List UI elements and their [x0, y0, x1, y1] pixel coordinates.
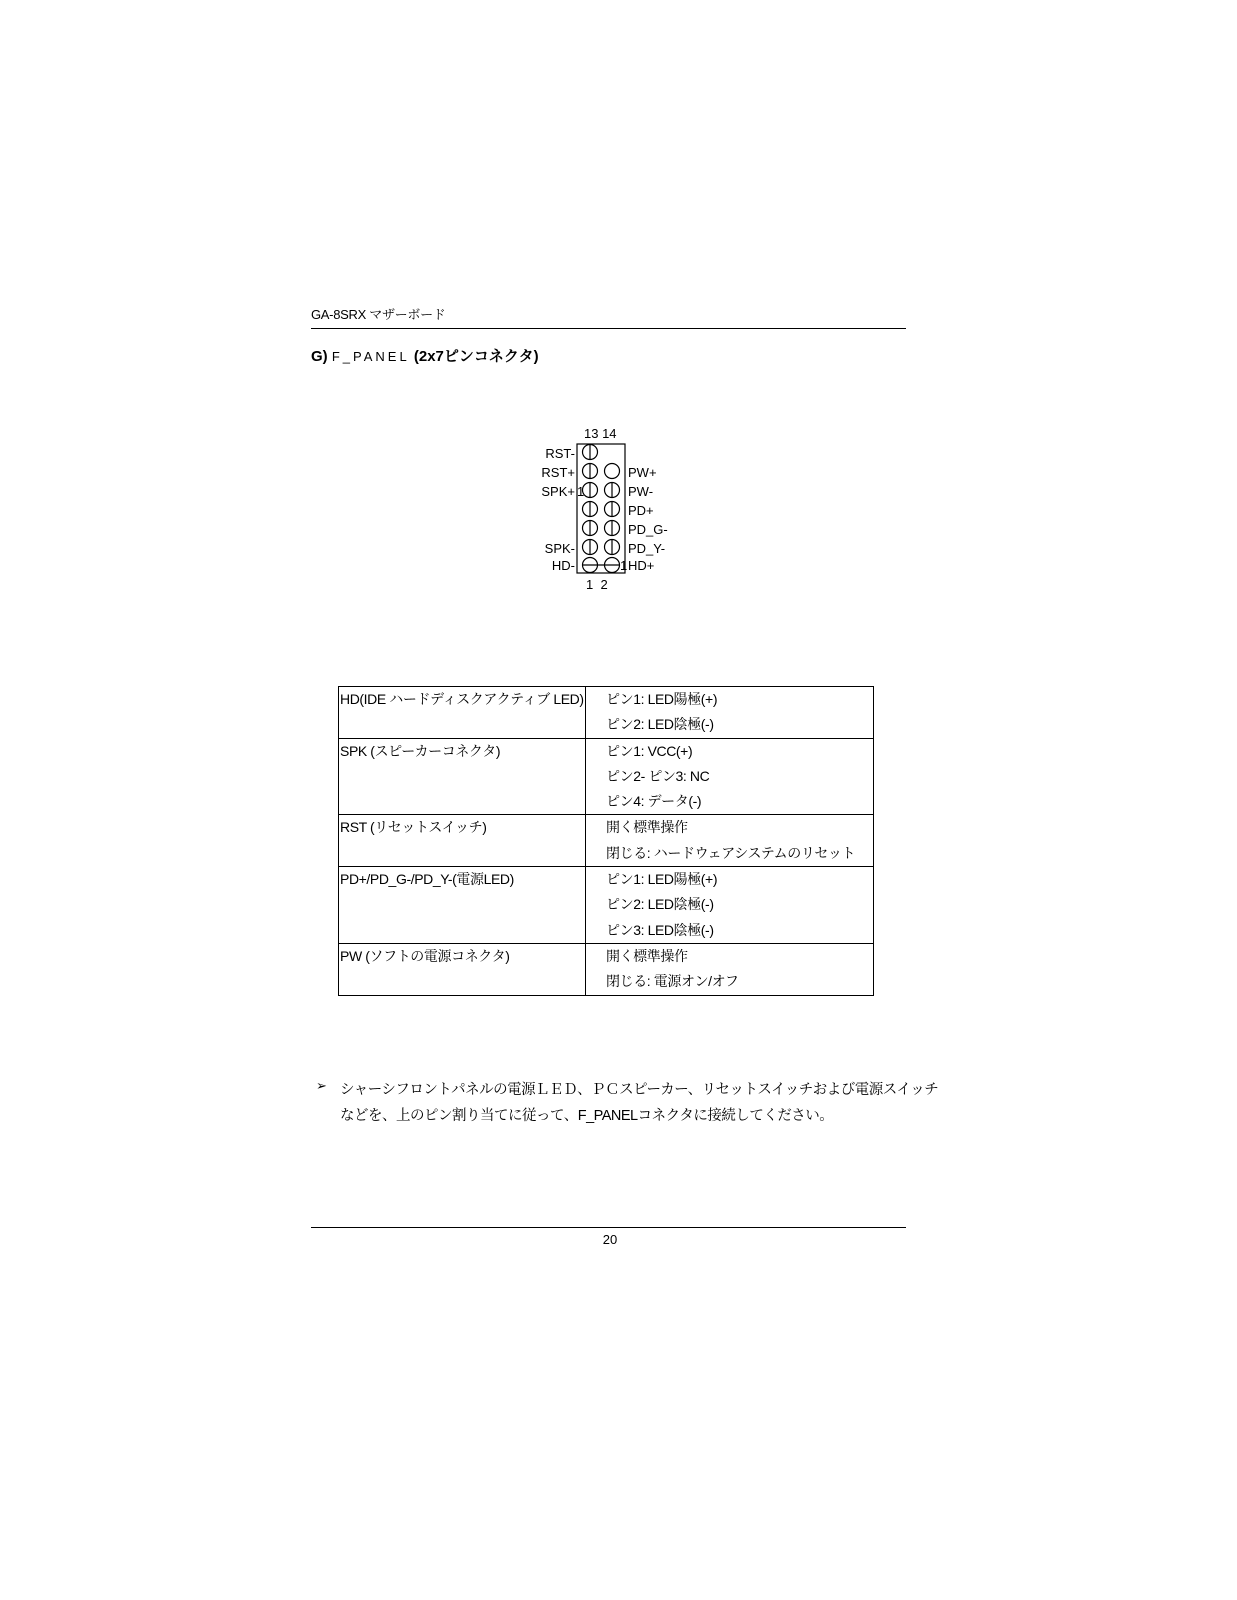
row-name-cell — [339, 815, 586, 867]
table-row — [339, 738, 874, 815]
pin-12 — [605, 464, 620, 479]
row-desc-line: 閉じる: ハードウェアシステムのリセット — [606, 844, 856, 861]
note-line-1: シャーシフロントパネルの電源ＬＥＤ、ＰＣスピーカー、リセットスイッチおよび電源スイッチ — [340, 1082, 939, 1098]
row-desc-cell — [586, 943, 874, 995]
row-desc-line: ピン1: LED陽極(+) — [606, 871, 718, 888]
note-line-2: などを、上のピン割り当てに従って、F_PANELコネクタに接続してください。 — [340, 1108, 834, 1124]
row-name: SPK (スピーカーコネクタ) — [340, 742, 501, 759]
row-desc-cell — [586, 867, 874, 944]
connector-outline — [577, 444, 628, 573]
header-title: GA-8SRX マザーボード — [311, 307, 446, 322]
table-row — [339, 867, 874, 944]
page-number: 20 — [602, 1232, 618, 1247]
pin1-marker-left: 1 — [577, 484, 585, 499]
row-desc-cell — [586, 738, 874, 815]
row-name: RST (リセットスイッチ) — [340, 819, 487, 836]
label-rst-plus: RST+ — [541, 465, 575, 480]
row-name: HD(IDE ハードディスクアクティブ LED) — [340, 691, 584, 707]
section-prefix: G) — [311, 348, 332, 365]
page-header — [311, 303, 906, 329]
top-pin-numbers: 13 14 — [584, 426, 617, 441]
label-pd-plus: PD+ — [628, 503, 654, 518]
row-name-cell — [339, 687, 586, 739]
row-name: PW (ソフトの電源コネクタ) — [340, 947, 510, 964]
row-desc-line: ピン2: LED陰極(-) — [606, 896, 714, 913]
label-hd-plus: HD+ — [628, 558, 655, 573]
note-bullet-icon: ➢ — [316, 1078, 327, 1093]
label-spk-plus: SPK+ — [541, 484, 575, 499]
table-row — [339, 815, 874, 867]
row-desc-line: ピン1: LED陽極(+) — [606, 691, 718, 707]
row-desc-cell — [586, 815, 874, 867]
section-suffix: (2x7ピンコネクタ) — [409, 348, 539, 365]
bottom-pin-numbers: 1 2 — [586, 577, 608, 592]
row-desc-line: ピン4: データ(-) — [606, 793, 702, 810]
row-desc-line: 閉じる: 電源オン/オフ — [606, 973, 739, 990]
row-name-cell — [339, 738, 586, 815]
row-desc-line: ピン1: VCC(+) — [606, 742, 693, 759]
label-pw-minus: PW- — [628, 484, 654, 499]
footer-rule — [311, 1227, 906, 1228]
label-pd-y-minus: PD_Y- — [628, 541, 666, 556]
row-name: PD+/PD_G-/PD_Y-(電源LED) — [340, 871, 514, 888]
section-title — [311, 345, 539, 366]
row-name-cell — [339, 867, 586, 944]
row-desc-line: 開く標準操作 — [606, 947, 688, 964]
label-spk-minus: SPK- — [544, 541, 575, 556]
connector-diagram — [520, 425, 720, 605]
row-desc-line: 開く標準操作 — [606, 819, 688, 836]
label-rst-minus: RST- — [545, 446, 575, 461]
row-name-cell — [339, 943, 586, 995]
label-pd-g-minus: PD_G- — [628, 522, 668, 537]
table-row — [339, 943, 874, 995]
pin-assignment-table — [338, 686, 874, 996]
row-desc-line: ピン2- ピン3: NC — [606, 767, 710, 784]
label-pw-plus: PW+ — [628, 465, 657, 480]
table-row — [339, 687, 874, 739]
section-connector-name: F_PANEL — [331, 349, 410, 364]
row-desc-line: ピン3: LED陰極(-) — [606, 921, 714, 938]
pin1-marker-right: 1 — [620, 558, 628, 573]
row-desc-line: ピン2: LED陰極(-) — [606, 716, 714, 733]
label-hd-minus: HD- — [551, 558, 575, 573]
row-desc-cell — [586, 687, 874, 739]
